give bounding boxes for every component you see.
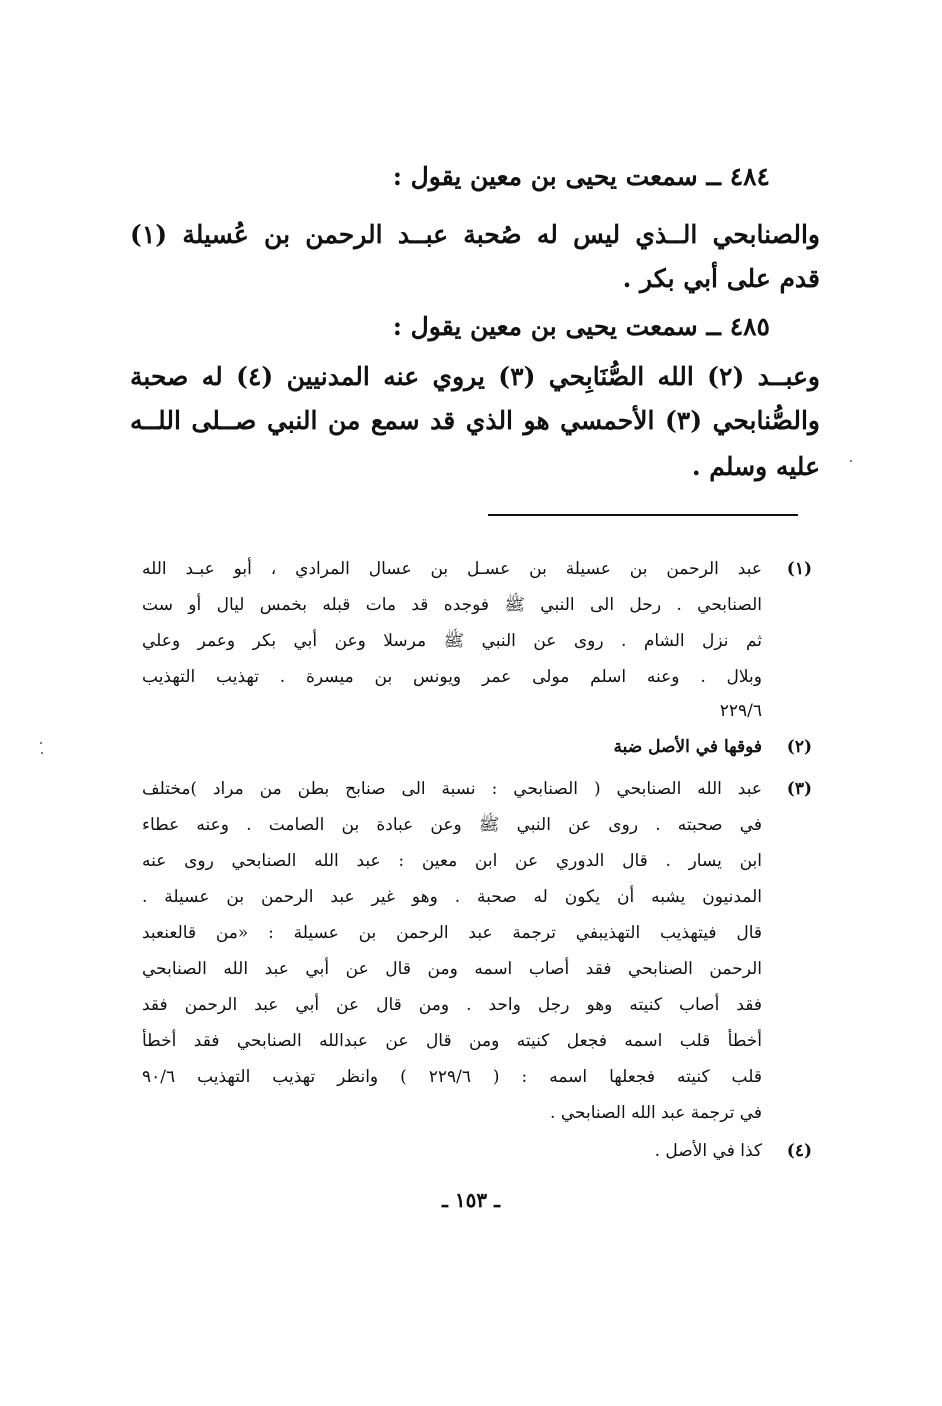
footnote-3-number: (٣) xyxy=(786,779,812,799)
footnote-1-number: (١) xyxy=(786,559,812,579)
scan-speck xyxy=(850,460,852,462)
footnote-separator xyxy=(488,514,798,516)
entry-484-heading: ٤٨٤ ــ سمعت يحيى بن معين يقول : xyxy=(392,162,770,191)
footnote-3-line-7: فقد أصاب كنيته وهو رجل واحد . ومن قال عن أبي عبد الرحمن فقد xyxy=(142,995,762,1015)
footnote-3-line-10: في ترجمة عبد الله الصنابحي . xyxy=(550,1103,762,1123)
footnote-1-line-5: ٢٢٩/٦ xyxy=(719,701,762,721)
footnote-1-line-2: الصنابحي . رحل الى النبي ﷺ فوجده قد مات قبله بخمس ليال أو ست xyxy=(142,595,762,615)
footnote-2-number: (٢) xyxy=(786,737,812,757)
entry-484-line-2: قدم على أبي بكر . xyxy=(622,264,820,293)
footnote-3-line-6: الرحمن الصنابحي فقد أصاب اسمه ومن قال عن أبي عبد الله الصنابحي xyxy=(142,959,762,979)
footnote-3-line-3: ابن يسار . قال الدوري عن ابن معين : عبد الله الصنابحي روى عنه xyxy=(142,851,762,871)
footnote-3-line-4: المدنيون يشبه أن يكون له صحبة . وهو غير عبد الرحمن بن عسيلة . xyxy=(142,887,762,907)
footnote-3-line-1: عبد الله الصنابحي ( الصنابحي : نسبة الى صنابح بطن من مراد )مختلف xyxy=(142,779,762,799)
entry-485-heading: ٤٨٥ ــ سمعت يحيى بن معين يقول : xyxy=(392,312,770,341)
footnote-1-line-1: عبد الرحمن بن عسيلة بن عسـل بن عسال المرادي ، أبو عبـد الله xyxy=(142,559,762,579)
footnote-4-number: (٤) xyxy=(786,1141,812,1161)
footnote-4-line-1: كذا في الأصل . xyxy=(654,1141,762,1161)
entry-484-line-1: والصنابحي الــذي ليس له صُحبة عبــد الرحمن بن عُسيلة (١) xyxy=(130,220,820,249)
entry-485-line-1: وعبــد (٢) الله الصُّنَابِحي (٣) يروي عنه المدنيين (٤) له صحبة xyxy=(130,362,820,391)
footnote-2-line-1: فوقها في الأصل ضبة xyxy=(613,737,762,757)
scan-speck xyxy=(41,752,43,754)
footnote-1-line-4: وبلال . وعنه اسلم مولى عمر ويونس بن ميسرة . تهذيب التهذيب xyxy=(142,667,762,687)
footnote-3-line-9: قلب كنيته فجعلها اسمه : ( ٢٢٩/٦ ) وانظر تهذيب التهذيب ٩٠/٦ xyxy=(142,1067,762,1087)
footnote-3-line-8: أخطأ قلب اسمه فجعل كنيته ومن قال عن عبدالله الصنابحي فقد أخطأ xyxy=(142,1031,762,1051)
page-number: ـ ١٥٣ ـ xyxy=(442,1188,500,1212)
footnote-1-line-3: ثم نزل الشام . روى عن النبي ﷺ مرسلا وعن أبي بكر وعمر وعلي xyxy=(142,631,762,651)
footnote-3-line-2: في صحبته . روى عن النبي ﷺ وعن عبادة بن الصامت . وعنه عطاء xyxy=(142,815,762,835)
entry-485-line-2: والصُّنابحي (٣) الأحمسي هو الذي قد سمع من النبي صــلى اللــه xyxy=(130,406,820,435)
footnote-3-line-5: قال فيتهذيب التهذيبفي ترجمة عبد الرحمن بن عسيلة : «من قالعنعبد xyxy=(142,923,762,943)
scan-speck xyxy=(40,742,42,744)
entry-485-line-3: عليه وسلم . xyxy=(691,452,820,481)
